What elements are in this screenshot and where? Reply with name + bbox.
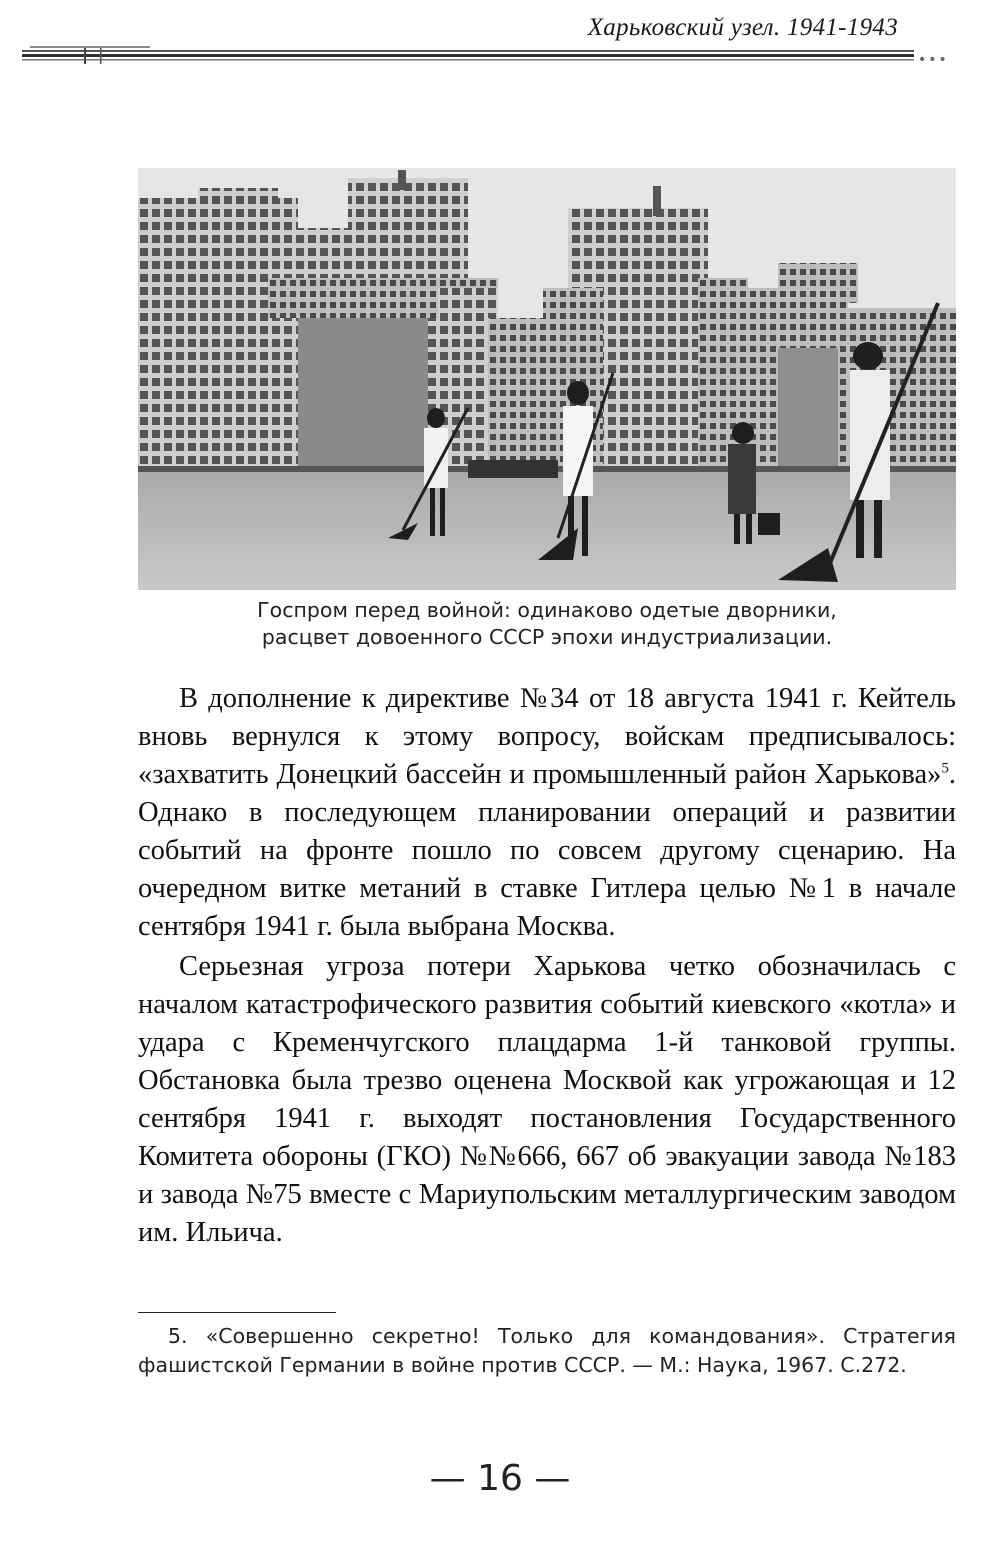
- paragraph: [138, 680, 956, 946]
- paragraph-text: . Однако в последующем планировании операций и развитии событий на фронте пошло по совсем другому сценарию. На очередном витке метаний в ставке Гитлера целью №1 в начале сентября 1941 г. была выбрана Москва.: [138, 759, 956, 942]
- page-number: — 16 —: [429, 1458, 571, 1499]
- paragraph: Серьезная угроза потери Харькова четко обозначилась с началом катастрофического развития событий киевского «котла» и удара с Кременчугского плацдарма 1-й танковой группы. Обстановка была трезво оценена Москвой как угрожающая и 12 сентября 1941 г. выходят постановления Государственного Комитета обороны (ГКО) №№666, 667 об эвакуации завода №183 и завода №75 вместе с Мариупольским металлургическим заводом им. Ильича.: [138, 951, 956, 1248]
- caption-line: расцвет довоенного СССР эпохи индустриализации.: [261, 625, 833, 649]
- footnote-divider: [138, 1312, 336, 1313]
- footnote: 5. «Совершенно секретно! Только для командования». Стратегия фашистской Германии в войне против СССР. — М.: Наука, 1967. С.272.: [138, 1324, 956, 1377]
- paragraph-text: В дополнение к директиве №34 от 18 августа 1941 г. Кейтель вновь вернулся к этому вопросу, войскам предписывалось: «захватить Донецкий бассейн и промышленный район Харькова»: [138, 683, 956, 790]
- main-text: [138, 680, 956, 1252]
- header-dots: •••: [918, 52, 949, 68]
- caption-line: Госпром перед войной: одинаково одетые дворники,: [257, 598, 837, 622]
- running-head: Харьковский узел. 1941-1943: [587, 14, 898, 41]
- gosprom-photo: [138, 168, 956, 590]
- header-decorative-rule: [22, 46, 914, 64]
- figure-caption: [138, 597, 956, 651]
- footnote-reference: 5: [941, 760, 949, 777]
